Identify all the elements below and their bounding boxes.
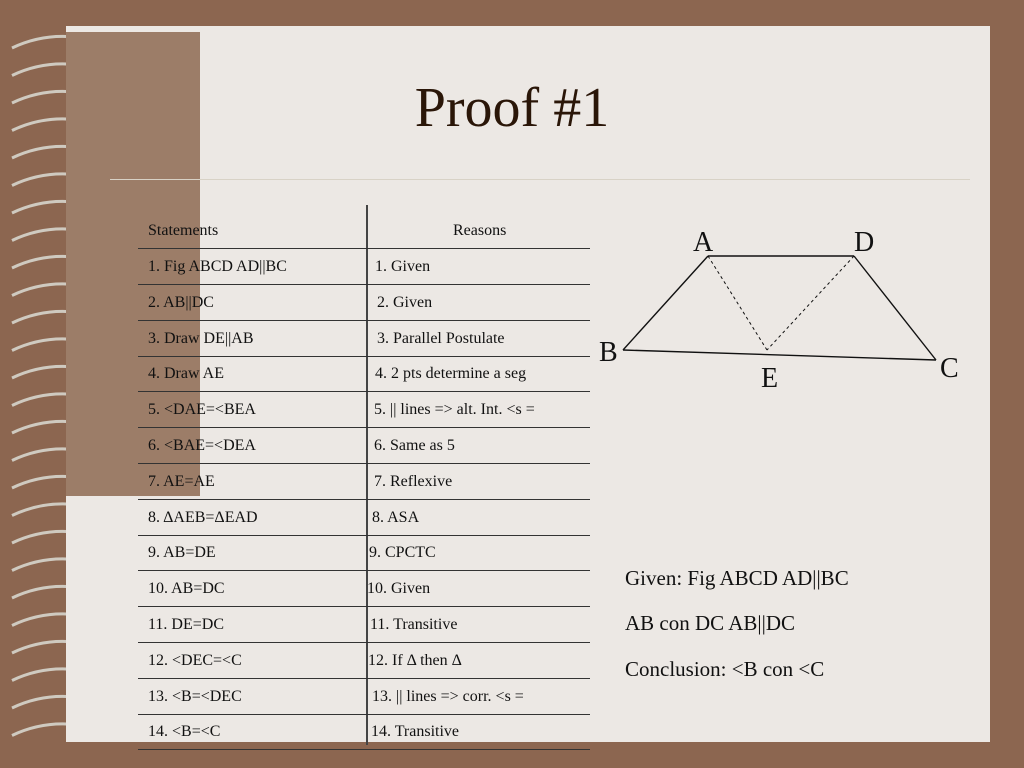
proof-reason: 11. Transitive (370, 616, 458, 633)
row-rule (138, 427, 590, 428)
proof-statement: 9. AB=DE (148, 544, 216, 562)
proof-row (138, 365, 590, 387)
row-rule (138, 570, 590, 571)
proof-reason: 4. 2 pts determine a seg (375, 365, 527, 383)
proof-row (138, 473, 590, 495)
proof-row (138, 258, 590, 280)
proof-statement: 3. Draw DE||AB (148, 329, 254, 347)
proof-statement: 1. Fig ABCD AD||BC (148, 258, 287, 275)
row-rule (138, 714, 590, 715)
row-rule (138, 678, 590, 679)
label-a: A (693, 227, 714, 258)
row-rule (138, 606, 590, 607)
proof-reason: 5. || lines => alt. Int. <s = (374, 401, 535, 419)
proof-statement: 12. <DEC=<C (148, 651, 242, 669)
proof-reason: 2. Given (377, 293, 433, 311)
label-c: C (940, 353, 959, 384)
proof-statement: 11. DE=DC (148, 616, 224, 633)
segment-dc (854, 256, 936, 360)
proof-statement: 5. <DAE=<BEA (148, 401, 256, 419)
row-rule (138, 284, 590, 285)
proof-statement: 2. AB||DC (148, 293, 214, 311)
proof-reason: 10. Given (367, 580, 431, 598)
proof-statement: 8. ΔAEB=ΔEAD (148, 508, 258, 526)
proof-row (138, 616, 590, 638)
label-e: E (761, 363, 779, 394)
row-rule (138, 499, 590, 500)
proof-reason: 1. Given (375, 258, 431, 275)
segment-ae (708, 256, 767, 350)
label-d: D (854, 227, 875, 258)
proof-row (138, 509, 590, 531)
given-line: Given: Fig ABCD AD||BC (625, 566, 849, 590)
proof-row (138, 294, 590, 316)
row-rule (138, 463, 590, 464)
row-rule (138, 642, 590, 643)
row-rule (138, 749, 590, 750)
proof-reason: 7. Reflexive (374, 472, 453, 490)
proof-row (138, 330, 590, 352)
conclusion-line: Conclusion: <B con <C (625, 657, 825, 681)
proof-statement: 4. Draw AE (148, 365, 224, 383)
proof-reason: 6. Same as 5 (374, 437, 455, 454)
slide-title: Proof #1 (414, 77, 610, 139)
segment-ab (623, 256, 708, 350)
segment-de (767, 256, 854, 350)
proof-reason: 14. Transitive (371, 723, 460, 741)
proof-row (138, 580, 590, 602)
proof-statement: 14. <B=<C (148, 723, 221, 741)
given-line-2: AB con DC AB||DC (625, 611, 796, 635)
row-rule (138, 356, 590, 357)
proof-statement: 7. AE=AE (148, 472, 215, 490)
proof-row (138, 544, 590, 566)
reasons-header: Reasons (453, 222, 507, 239)
proof-reason: 9. CPCTC (369, 544, 436, 562)
proof-row (138, 723, 590, 745)
row-rule (138, 535, 590, 536)
proof-reason: 12. If Δ then Δ (368, 651, 462, 669)
row-rule (138, 248, 590, 249)
proof-reason: 13. || lines => corr. <s = (372, 687, 524, 705)
proof-reason: 8. ASA (372, 508, 420, 526)
statements-header: Statements (148, 222, 219, 239)
proof-statement: 10. AB=DC (148, 580, 225, 598)
proof-statement: 6. <BAE=<DEA (148, 437, 256, 454)
proof-reason: 3. Parallel Postulate (377, 329, 505, 347)
row-rule (138, 391, 590, 392)
proof-row (138, 401, 590, 423)
trapezoid-diagram (590, 220, 990, 400)
proof-statement: 13. <B=<DEC (148, 687, 242, 705)
proof-row (138, 437, 590, 459)
label-b: B (599, 337, 618, 368)
proof-row (138, 688, 590, 710)
proof-row (138, 652, 590, 674)
segment-bc (623, 350, 936, 360)
title-divider (110, 179, 970, 180)
row-rule (138, 320, 590, 321)
proof-header-row (138, 222, 590, 244)
